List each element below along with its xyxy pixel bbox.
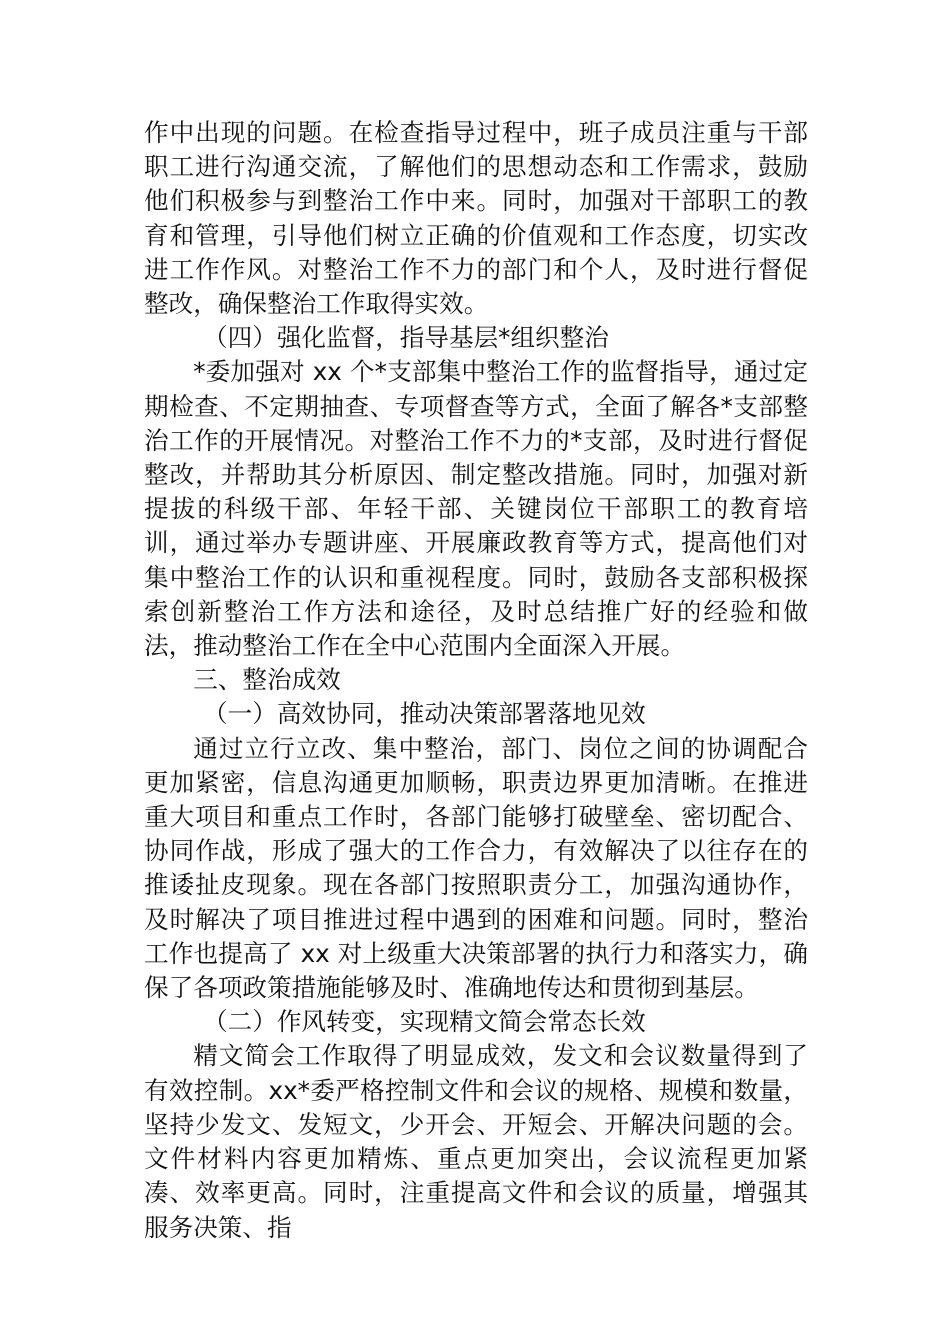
section-heading-strengthen-supervision: （四）强化监督，指导基层*组织整治: [203, 323, 609, 353]
document-body: [144, 116, 808, 1245]
section-heading-style-transformation: （二）作风转变，实现精文简会常态长效: [203, 1007, 646, 1037]
paragraph-supervision-guidance: *委加强对 xx 个*支部集中整治工作的监督指导，通过定期检查、不定期抽查、专项督查等方式，全面了解各*支部整治工作的开展情况。对整治工作不力的*支部，及时进行督促整改，并帮助其分析原因、制定整改措施。同时，加强对新提拔的科级干部、年轻干部、关键岗位干部职工的教育培训，通过举办专题讲座、开展廉政教育等方式，提高他们对集中整治工作的认识和重视程度。同时，鼓励各支部积极探索创新整治工作方法和途径，及时总结推广好的经验和做法，推动整治工作在全中心范围内全面深入开展。: [144, 357, 808, 661]
paragraph-inspection-guidance: 作中出现的问题。在检查指导过程中，班子成员注重与干部职工进行沟通交流，了解他们的思想动态和工作需求，鼓励他们积极参与到整治工作中来。同时，加强对干部职工的教育和管理，引导他们树立正确的价值观和工作态度，切实改进工作作风。对整治工作不力的部门和个人，及时进行督促整改，确保整治工作取得实效。: [144, 118, 808, 319]
paragraph-coordination-results: 通过立行立改、集中整治，部门、岗位之间的协调配合更加紧密，信息沟通更加顺畅，职责边界更加清晰。在推进重大项目和重点工作时，各部门能够打破壁垒、密切配合、协同作战，形成了强大的工作合力，有效解决了以往存在的推诿扯皮现象。现在各部门按照职责分工，加强沟通协作，及时解决了项目推进过程中遇到的困难和问题。同时，整治工作也提高了 xx 对上级重大决策部署的执行力和落实力，确保了各项政策措施能够及时、准确地传达和贯彻到基层。: [144, 733, 808, 1003]
paragraph-streamlined-documents-meetings: 精文简会工作取得了明显成效，发文和会议数量得到了有效控制。xx*委严格控制文件和会议的规格、规模和数量，坚持少发文、发短文，少开会、开短会、开解决问题的会。文件材料内容更加精炼、重点更加突出，会议流程更加紧凑、效率更高。同时，注重提高文件和会议的质量，增强其服务决策、指: [144, 1041, 808, 1242]
section-heading-efficient-coordination: （一）高效协同，推动决策部署落地见效: [203, 699, 646, 729]
section-heading-rectification-results: 三、整治成效: [193, 665, 341, 695]
